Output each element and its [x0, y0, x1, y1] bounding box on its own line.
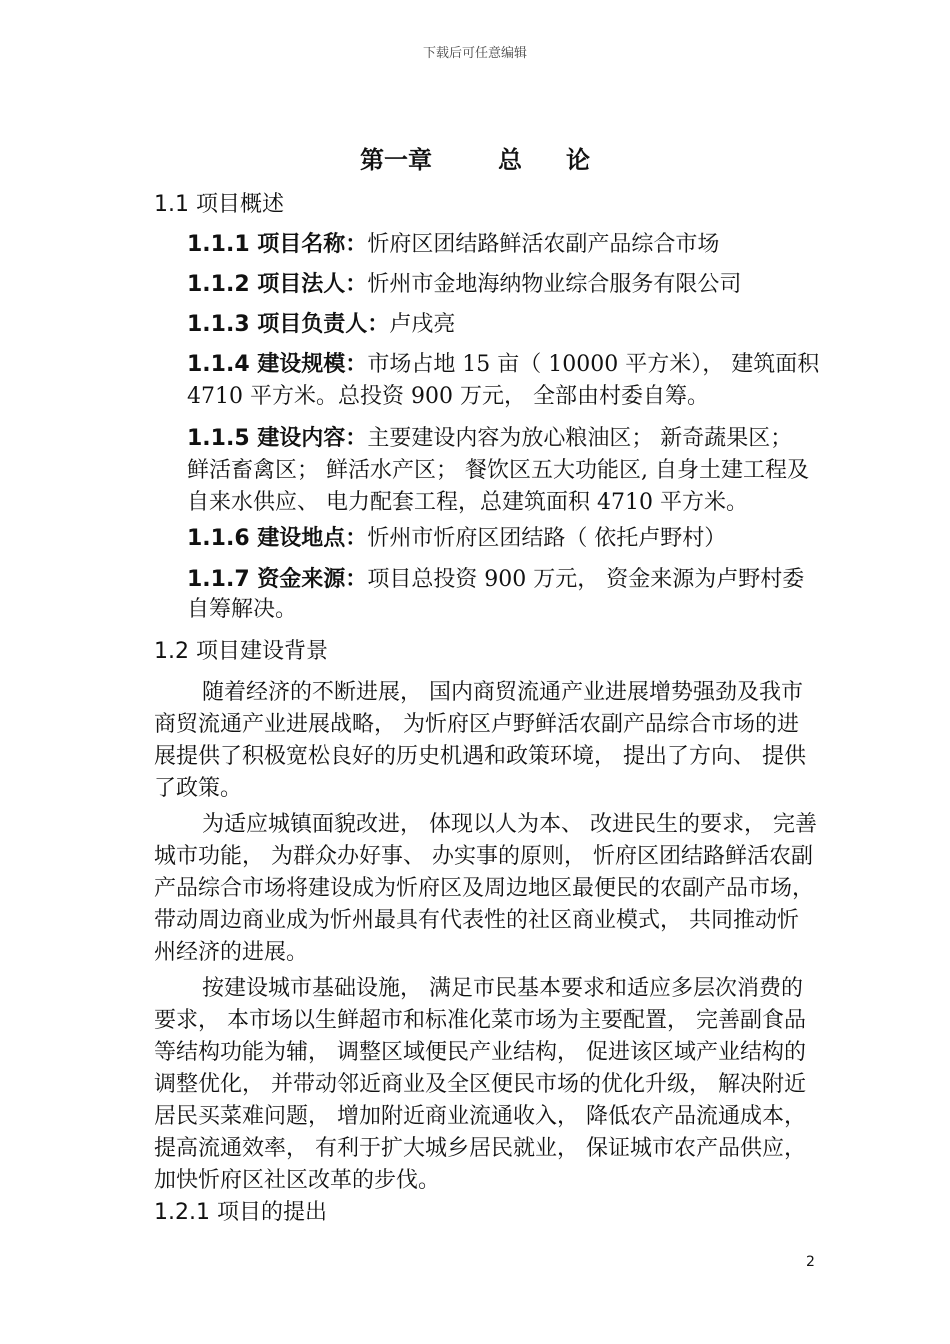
- item-value: 卢戌亮: [389, 312, 456, 337]
- item-construction-content-cont: 鲜活畜禽区； 鲜活水产区； 餐饮区五大功能区, 自身土建工程及自来水供应、 电力配套工程，总建筑面积 4710 平方米。: [187, 458, 809, 515]
- item-label: 1.1.1 项目名称：: [187, 232, 368, 257]
- item-value: 项目总投资 900 万元， 资金来源为卢野村委: [367, 567, 805, 592]
- page-header: 下载后可任意编辑: [422, 46, 527, 61]
- section-heading-1-1: 1.1 项目概述: [154, 192, 284, 217]
- item-label: 1.1.4 建设规模：: [187, 352, 368, 377]
- item-funding-source-cont: 自筹解决。: [187, 597, 298, 622]
- item-project-leader: [187, 311, 455, 339]
- item-label: 1.1.5 建设内容：: [187, 426, 368, 451]
- item-value: 市场占地 15 亩（ 10000 平方米）， 建筑面积: [367, 352, 820, 377]
- chapter-number: 第一章: [360, 146, 432, 174]
- page-number: 2: [806, 1254, 815, 1270]
- item-construction-scale-cont: 4710 平方米。总投资 900 万元， 全部由村委自筹。: [187, 384, 709, 409]
- item-value: 忻州市金地海纳物业综合服务有限公司: [367, 272, 742, 297]
- section-heading-1-2: 1.2 项目建设背景: [154, 639, 328, 664]
- chapter-title: [0, 140, 950, 175]
- item-construction-scale: [187, 351, 819, 379]
- item-label: 1.1.3 项目负责人：: [187, 312, 390, 337]
- item-label: 1.1.2 项目法人：: [187, 272, 368, 297]
- item-project-legal-person: [187, 271, 741, 299]
- item-project-name: [187, 231, 719, 259]
- chapter-title-char-1: 总: [498, 146, 522, 174]
- paragraph-2: 为适应城镇面貌改进， 体现以人为本、 改进民生的要求， 完善城市功能， 为群众办好事、 办实事的原则， 忻府区团结路鲜活农副产品综合市场将建设成为忻府区及周边地区最便民的农副产品市场， 带动周边商业成为忻州最具有代表性的社区商业模式， 共同推动忻州经济的进展。: [154, 812, 817, 965]
- chapter-title-char-2: 论: [566, 146, 590, 174]
- item-funding-source: [187, 566, 804, 594]
- item-label: 1.1.6 建设地点：: [187, 526, 368, 551]
- paragraph-1: 随着经济的不断进展， 国内商贸流通产业进展增势强劲及我市商贸流通产业进展战略， 为忻府区卢野鲜活农副产品综合市场的进展提供了积极宽松良好的历史机遇和政策环境， 提出了方向、 提供了政策。: [154, 680, 806, 801]
- paragraph-3: 按建设城市基础设施， 满足市民基本要求和适应多层次消费的要求， 本市场以生鲜超市和标准化菜市场为主要配置， 完善副食品等结构功能为辅， 调整区域便民产业结构， 促进该区域产业结构的调整优化， 并带动邻近商业及全区便民市场的优化升级， 解决附近居民买菜难问题， 增加附近商业流通收入， 降低农产品流通成本， 提高流通效率， 有利于扩大城乡居民就业， 保证城市农产品供应， 加快忻府区社区改革的步伐。: [154, 976, 806, 1193]
- item-value: 忻州市忻府区团结路（ 依托卢野村）: [367, 526, 727, 551]
- item-value: 忻府区团结路鲜活农副产品综合市场: [367, 232, 720, 257]
- item-value: 主要建设内容为放心粮油区； 新奇蔬果区；: [367, 426, 793, 451]
- section-heading-1-2-1: 1.2.1 项目的提出: [154, 1200, 327, 1225]
- item-construction-site: [187, 525, 726, 553]
- item-construction-content: [187, 425, 792, 453]
- item-label: 1.1.7 资金来源：: [187, 567, 368, 592]
